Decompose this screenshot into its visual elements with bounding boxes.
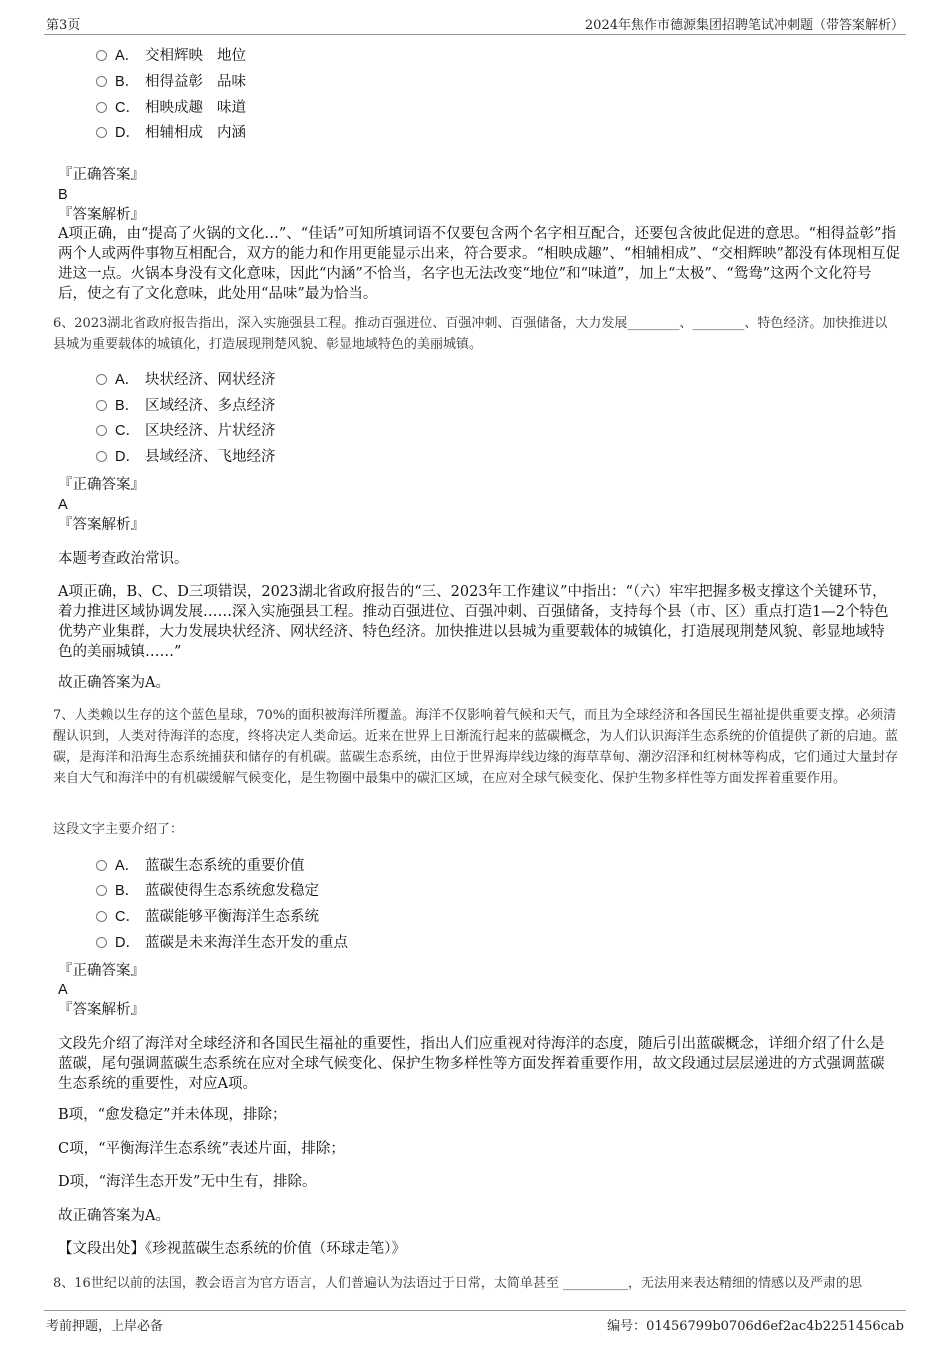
q5-answer-label: 『正确答案』: [58, 167, 145, 183]
q7-answer-label: 『正确答案』: [58, 963, 145, 979]
radio-icon[interactable]: [96, 50, 107, 61]
q7-stem: 7、人类赖以生存的这个蓝色星球，70%的面积被海洋所覆盖。海洋不仅影响着气候和天气，而且为全球经济和各国民生福祉提供重要支撑。必须清醒认识到，人类对待海洋的态度，终将决定人类命运。近来在世界上日渐流行起来的蓝碳概念，为人们认识海洋生态系统的价值提供了新的启迪。蓝碳，是海洋和沿海生态系统捕获和储存的有机碳。蓝碳生态系统，由位于世界海岸线边缘的海草草甸、潮汐沼泽和红树林等构成，它们通过大量封存来自大气和海洋中的有机碳缓解气候变化，是生物圈中最集中的碳汇区域，在应对全球气候变化、保护生物多样性等方面发挥着重要作用。: [53, 708, 899, 786]
q7-option-c[interactable]: C． 蓝碳能够平衡海洋生态系统: [96, 907, 319, 927]
q8-stem: 8、16世纪以前的法国，教会语言为官方语言，人们普遍认为法语过于日常，太简单甚至 __________，无法用来表达精细的情感以及严肃的思: [53, 1276, 862, 1291]
q7-analysis-label: 『答案解析』: [58, 1002, 145, 1018]
q7-option-a[interactable]: A． 蓝碳生态系统的重要价值: [96, 856, 305, 876]
q7-option-b[interactable]: B． 蓝碳使得生态系统愈发稳定: [96, 881, 319, 901]
q6-option-b[interactable]: B． 区域经济、多点经济: [96, 396, 276, 416]
q5-answer: B: [58, 187, 68, 203]
radio-icon[interactable]: [96, 127, 107, 138]
document-title: 2024年焦作市德源集团招聘笔试冲刺题（带答案解析）: [584, 18, 904, 33]
q6-answer-label: 『正确答案』: [58, 477, 145, 493]
q5-option-c[interactable]: C． 相映成趣 味道: [96, 98, 246, 118]
q5-option-a[interactable]: A． 交相辉映 地位: [96, 46, 246, 66]
q7-option-d[interactable]: D． 蓝碳是未来海洋生态开发的重点: [96, 933, 348, 953]
page-footer: [44, 1310, 906, 1337]
q6-analysis-p2: A项正确，B、C、D三项错误，2023湖北省政府报告的“三、2023年工作建议”中指出：“（六）牢牢把握多极支撑这个关键环节，着力推进区域协调发展……深入实施强县工程。推动百强进位、百强冲刺、百强储备，支持每个县（市、区）重点打造1—2个特色优势产业集群，大力发展块状经济、网状经济、特色经济。加快推进以县城为重要载体的城镇化，打造展现荆楚风貌、彰显地域特色的美丽城镇……”: [58, 584, 889, 660]
q7-analysis-p1: 文段先介绍了海洋对全球经济和各国民生福祉的重要性，指出人们应重视对待海洋的态度，随后引出蓝碳概念，详细介绍了什么是蓝碳，尾句强调蓝碳生态系统在应对全球气候变化、保护生物多样性等方面发挥着重要作用，故文段通过层层递进的方式强调蓝碳生态系统的重要性，对应A项。: [58, 1036, 885, 1092]
page-number: 第3页: [46, 18, 81, 33]
q7-analysis-p4: D项，“海洋生态开发”无中生有，排除。: [58, 1174, 317, 1190]
q7-analysis-p5: 故正确答案为A。: [58, 1208, 170, 1224]
q6-analysis-label: 『答案解析』: [58, 517, 145, 533]
q7-prompt: 这段文字主要介绍了：: [53, 822, 184, 837]
q7-answer: A: [58, 982, 68, 998]
radio-icon[interactable]: [96, 102, 107, 113]
q6-option-c[interactable]: C． 区块经济、片状经济: [96, 421, 276, 441]
radio-icon[interactable]: [96, 937, 107, 948]
q7-analysis-p2: B项，“愈发稳定”并未体现，排除；: [58, 1107, 287, 1123]
page-header: [44, 12, 906, 35]
q6-option-a[interactable]: A． 块状经济、网状经济: [96, 370, 276, 390]
radio-icon[interactable]: [96, 400, 107, 411]
q7-source: 【文段出处】《珍视蓝碳生态系统的价值（环球走笔）》: [58, 1241, 406, 1257]
radio-icon[interactable]: [96, 425, 107, 436]
q5-option-b[interactable]: B． 相得益彰 品味: [96, 72, 246, 92]
q7-analysis-p3: C项，“平衡海洋生态系统”表述片面，排除；: [58, 1141, 345, 1157]
q5-analysis: A项正确，由“提高了火锅的文化…”、“佳话”可知所填词语不仅要包含两个名字相互配合，还要包含彼此促进的意思。“相得益彰”指两个人或两件事物互相配合，双方的能力和作用更能显示出来，符合要求。“相映成趣”、“相辅相成”、“交相辉映”都没有体现相互促进这一点。火锅本身没有文化意味，因此“内涵”不恰当，名字也无法改变“地位”和“味道”，加上“太极”、“鸳鸯”这两个文化符号后，使之有了文化意味，此处用“品味”最为恰当。: [58, 226, 900, 302]
q6-analysis-p3: 故正确答案为A。: [58, 675, 170, 691]
q5-option-d[interactable]: D． 相辅相成 内涵: [96, 123, 246, 143]
document-code: 编号：01456799b0706d6ef2ac4b2251456cab: [607, 1319, 904, 1334]
q6-option-d[interactable]: D． 县域经济、飞地经济: [96, 447, 276, 467]
q6-answer: A: [58, 497, 68, 513]
q6-stem: 6、2023湖北省政府报告指出，深入实施强县工程。推动百强进位、百强冲刺、百强储备，大力发展________、________、特色经济。加快推进以县城为重要载体的城镇化，打造展现荆楚风貌、彰显地域特色的美丽城镇。: [53, 316, 888, 352]
radio-icon[interactable]: [96, 76, 107, 87]
q5-analysis-label: 『答案解析』: [58, 207, 145, 223]
radio-icon[interactable]: [96, 860, 107, 871]
q6-analysis-p1: 本题考查政治常识。: [58, 551, 189, 567]
footer-slogan: 考前押题，上岸必备: [46, 1319, 164, 1334]
radio-icon[interactable]: [96, 911, 107, 922]
radio-icon[interactable]: [96, 885, 107, 896]
radio-icon[interactable]: [96, 451, 107, 462]
radio-icon[interactable]: [96, 374, 107, 385]
